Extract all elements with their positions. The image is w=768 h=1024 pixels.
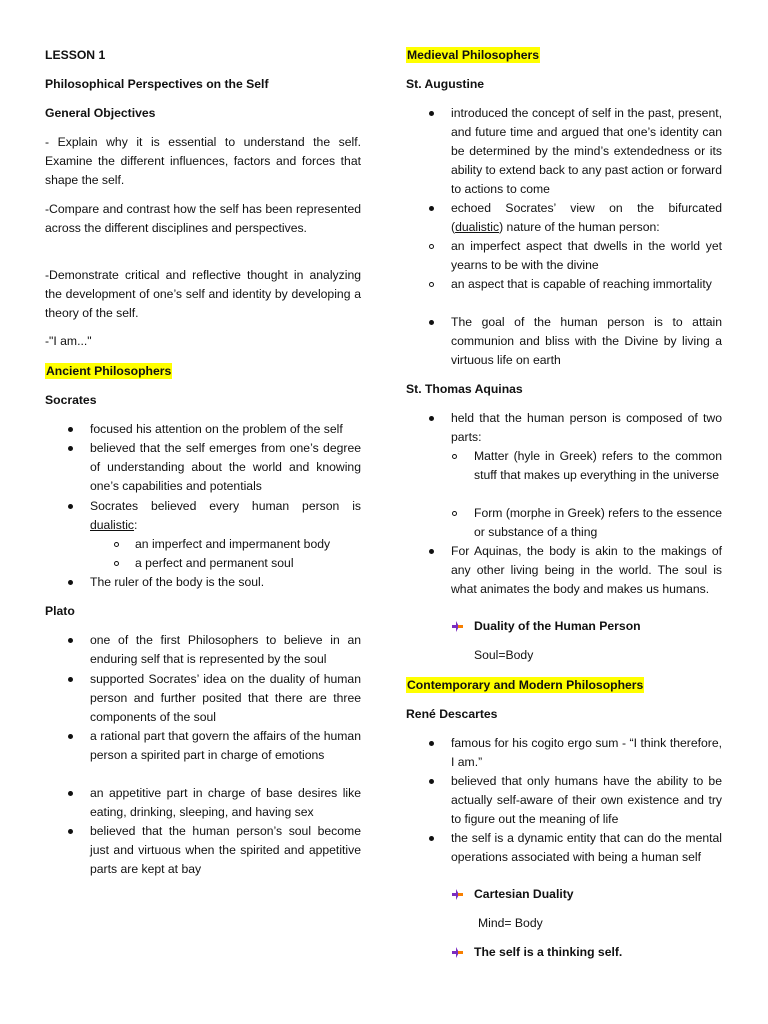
bullet (68, 791, 73, 796)
augustine-point-3: The goal of the human person is to attain communion and bliss with the Divine by living a virtuous life on earth (451, 315, 722, 367)
aquinas-point-1: held that the human person is composed of two parts: (451, 411, 722, 444)
bullet (429, 836, 434, 841)
aquinas-heading: St. Thomas Aquinas (406, 382, 523, 396)
bullet (68, 446, 73, 451)
lesson-label: LESSON 1 (45, 48, 106, 62)
sub-bullet (114, 542, 119, 547)
augustine-point-2: echoed Socrates’ view on the bifurcated (dualistic) nature of the human person: (451, 201, 722, 234)
socrates-heading: Socrates (45, 393, 97, 407)
plato-point-2: supported Socrates’ idea on the duality of human person and further posited that there are three components of the soul (90, 672, 361, 724)
bullet (68, 638, 73, 643)
duality-heading: Duality of the Human Person (474, 619, 641, 633)
augustine-heading: St. Augustine (406, 77, 485, 91)
descartes-point-2: believed that only humans have the ability to be actually self-aware of their own existence and try to figure out the meaning of life (451, 774, 722, 826)
bullet (68, 677, 73, 682)
plato-heading: Plato (45, 604, 75, 618)
sub-bullet (452, 454, 457, 459)
plato-point-1: one of the first Philosophers to believe in an enduring self that is represented by the soul (90, 633, 361, 666)
socrates-point-2: believed that the self emerges from one’s degree of understanding about the world and knowing one’s capabilities and potentials (90, 441, 361, 493)
socrates-point-4: The ruler of the body is the soul. (90, 575, 265, 589)
aquinas-sub-1: Matter (hyle in Greek) refers to the common stuff that makes up everything in the universe (474, 449, 722, 482)
bullet (429, 779, 434, 784)
objectives-heading: General Objectives (45, 106, 156, 120)
sub-bullet (429, 244, 434, 249)
modern-heading: Contemporary and Modern Philosophers (407, 678, 644, 692)
plato-point-3: a rational part that govern the affairs of the human person a spirited part in charge of emotions (90, 729, 361, 762)
socrates-point-1: focused his attention on the problem of the self (90, 422, 343, 436)
objective-3: -Demonstrate critical and reflective thought in analyzing the development of one’s self and identity by developing a theory of the self. (45, 268, 361, 320)
medieval-heading: Medieval Philosophers (407, 48, 540, 62)
sub-bullet (452, 511, 457, 516)
cartesian-equation: Mind= Body (478, 916, 543, 930)
arrow-bullet-icon (452, 947, 463, 958)
plato-point-4: an appetitive part in charge of base desires like eating, drinking, sleeping, and having sex (90, 786, 361, 819)
bullet (68, 734, 73, 739)
aquinas-point-2: For Aquinas, the body is akin to the makings of any other living being in the world. The soul is what animates the body and makes us humans. (451, 544, 722, 596)
bullet (429, 741, 434, 746)
arrow-bullet-icon (452, 889, 463, 900)
sub-bullet (429, 282, 434, 287)
socrates-point-3: Socrates believed every human person is dualistic: (90, 499, 361, 532)
objective-1: - Explain why it is essential to understand the self. Examine the different influences, factors and forces that shape the self. (45, 135, 361, 187)
plato-point-5: believed that the human person’s soul become just and virtuous when the spirited and appetitive parts are kept at bay (90, 824, 361, 876)
bullet (68, 427, 73, 432)
descartes-point-3: the self is a dynamic entity that can do the mental operations associated with being a human self (451, 831, 722, 864)
objective-2: -Compare and contrast how the self has been represented across the different disciplines and perspectives. (45, 202, 361, 235)
bullet (68, 580, 73, 585)
augustine-sub-1: an imperfect aspect that dwells in the world yet yearns to be with the divine (451, 239, 722, 272)
bullet (68, 504, 73, 509)
aquinas-sub-2: Form (morphe in Greek) refers to the essence or substance of a thing (474, 506, 722, 539)
socrates-sub-2: a perfect and permanent soul (135, 556, 294, 570)
bullet (429, 111, 434, 116)
bullet (429, 206, 434, 211)
bullet (429, 320, 434, 325)
socrates-sub-1: an imperfect and impermanent body (135, 537, 331, 551)
bullet (429, 549, 434, 554)
bullet (429, 416, 434, 421)
augustine-sub-2: an aspect that is capable of reaching immortality (451, 277, 712, 291)
cartesian-heading: Cartesian Duality (474, 887, 574, 901)
duality-equation: Soul=Body (474, 648, 534, 662)
descartes-heading: René Descartes (406, 707, 498, 721)
sub-bullet (114, 561, 119, 566)
thinking-self-heading: The self is a thinking self. (474, 945, 623, 959)
augustine-point-1: introduced the concept of self in the past, present, and future time and argued that one’s identity can be determined by the mind’s extendedness or its ability to extend back to any past action or forward to actions to come (451, 106, 722, 196)
lesson-title: Philosophical Perspectives on the Self (45, 77, 269, 91)
objective-4: -"I am..." (45, 334, 92, 348)
descartes-point-1: famous for his cogito ergo sum - “I think therefore, I am.” (451, 736, 722, 769)
arrow-bullet-icon (452, 621, 463, 632)
ancient-heading: Ancient Philosophers (46, 364, 172, 378)
bullet (68, 829, 73, 834)
